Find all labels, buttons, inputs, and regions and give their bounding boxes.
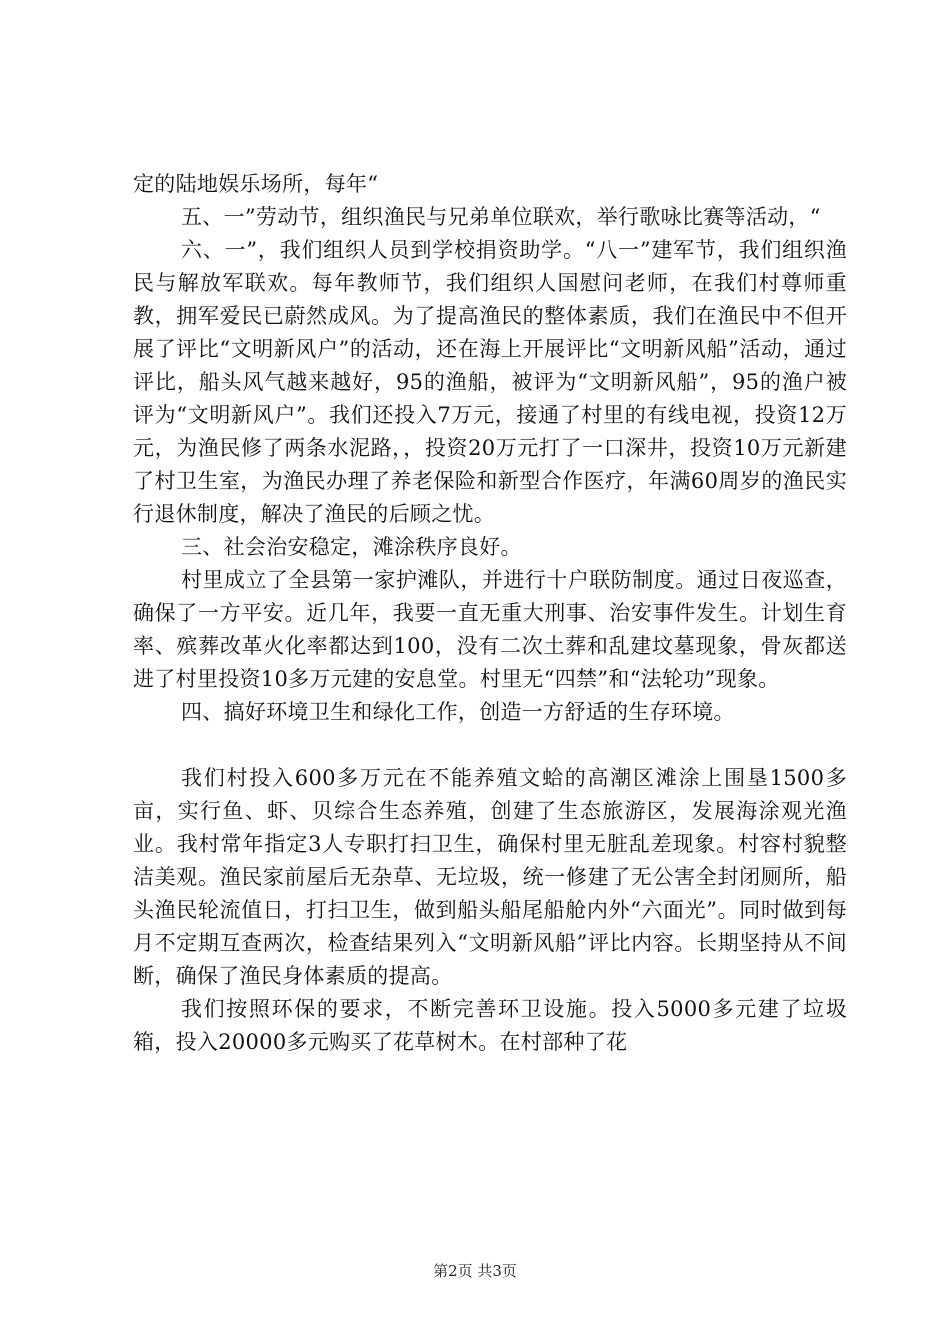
paragraph-2: 五、一”劳动节，组织渔民与兄弟单位联欢，举行歌咏比赛等活动，“ — [181, 205, 821, 229]
paragraph-3: 六、一”，我们组织人员到学校捐资助学。“八一”建军节，我们组织渔民与解放军联欢。每年教师节，我们组织人国慰问老师，在我们村尊师重教，拥军爱民已蔚然成风。为了提高渔民的整体素质，我们在渔民中不但开展了评比“文明新风户”的活动，还在海上开展评比“文明新风船”活动，通过评比，船头风气越来越好，95的渔船，被评为“文明新风船”，95的渔户被评为“文明新风户”。我们还投入7万元，接通了村里的有线电视，投资12万元，为渔民修了两条水泥路，，投资20万元打了一口深井，投资10万元新建了村卫生室，为渔民办理了养老保险和新型合作医疗，年满60周岁的渔民实行退休制度，解决了渔民的后顾之忧。 — [133, 238, 847, 526]
page-number-footer: 第2页 共3页 — [433, 1262, 517, 1280]
document-body — [133, 168, 847, 1059]
paragraph-1: 定的陆地娱乐场所，每年“ — [133, 172, 379, 196]
section-heading-3: 三、社会治安稳定，滩涂秩序良好。 — [181, 535, 522, 559]
section-heading-4: 四、搞好环境卫生和绿化工作，创造一方舒适的生存环境。 — [181, 700, 735, 724]
paragraph-5: 村里成立了全县第一家护滩队，并进行十户联防制度。通过日夜巡查，确保了一方平安。近几年，我要一直无重大刑事、治安事件发生。计划生育率、殡葬改革火化率都达到100，没有二次土葬和乱建坟墓现象，骨灰都送进了村里投资10多万元建的安息堂。村里无“四禁”和“法轮功”现象。 — [133, 568, 847, 691]
paragraph-8: 我们按照环保的要求，不断完善环卫设施。投入5000多元建了垃圾箱，投入20000多元购买了花草树木。在村部种了花 — [133, 997, 847, 1054]
paragraph-7: 我们村投入600多万元在不能养殖文蛤的高潮区滩涂上围垦1500多亩，实行鱼、虾、贝综合生态养殖，创建了生态旅游区，发展海涂观光渔业。我村常年指定3人专职打扫卫生，确保村里无脏乱差现象。村容村貌整洁美观。渔民家前屋后无杂草、无垃圾，统一修建了无公害全封闭厕所，船头渔民轮流值日，打扫卫生，做到船头船尾船舱内外“六面光”。同时做到每月不定期互查两次，检查结果列入“文明新风船”评比内容。长期坚持从不间断，确保了渔民身体素质的提高。 — [133, 766, 847, 988]
